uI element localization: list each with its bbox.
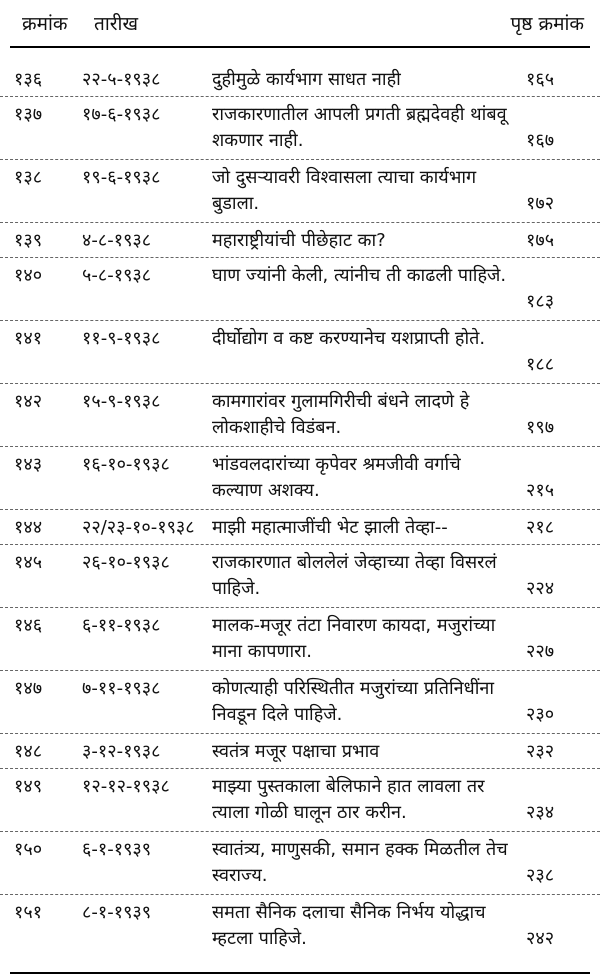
entry-date: ११-९-१९३८ xyxy=(82,328,161,349)
column-header-number: क्रमांक xyxy=(22,13,68,35)
entry-number: १३६ xyxy=(14,69,43,90)
entry-date: १७-६-१९३८ xyxy=(82,104,161,125)
entry-page: १६५ xyxy=(526,69,555,90)
entry-title: मालक-मजूर तंटा निवारण कायदा, मजुरांच्या माना कापणारा. xyxy=(212,615,496,662)
entry-number: १५१ xyxy=(14,902,43,923)
entry-title: समता सैनिक दलाचा सैनिक निर्भय योद्धाच म्हटला पाहिजे. xyxy=(212,902,486,949)
column-header-page: पृष्ठ क्रमांक xyxy=(510,13,584,35)
entry-page: १७२ xyxy=(526,193,555,214)
entry-title: माझ्या पुस्तकाला बेलिफाने हात लावला तर त्याला गोळी घालून ठार करीन. xyxy=(212,776,485,823)
table-row xyxy=(0,832,600,895)
entry-date: १६-१०-१९३८ xyxy=(82,454,170,475)
table-row xyxy=(0,447,600,510)
entry-page: २२७ xyxy=(526,641,555,662)
entry-title: कोणत्याही परिस्थितीत मजुरांच्या प्रतिनिधींना निवडून दिले पाहिजे. xyxy=(212,678,495,725)
table-row xyxy=(0,223,600,258)
entry-number: १३९ xyxy=(14,230,43,251)
entry-number: १३८ xyxy=(14,167,43,188)
entry-title: स्वातंत्र्य, माणुसकी, समान हक्क मिळतील तेच स्वराज्य. xyxy=(212,839,508,886)
table-row xyxy=(0,258,600,321)
entry-page: १८३ xyxy=(526,291,555,312)
entry-title: दुहीमुळे कार्यभाग साधत नाही xyxy=(212,69,401,90)
entry-page: २१५ xyxy=(526,480,555,501)
entry-page: १९७ xyxy=(526,417,555,438)
entry-date: ६-११-१९३८ xyxy=(82,615,161,636)
table-header xyxy=(0,0,600,52)
table-row xyxy=(0,545,600,608)
footer-rule xyxy=(10,972,590,974)
entry-page: २२४ xyxy=(526,578,555,599)
entry-number: १३७ xyxy=(14,104,43,125)
entry-date: ६-१-१९३९ xyxy=(82,839,152,860)
entry-number: १४६ xyxy=(14,615,43,636)
entry-title: कामगारांवर गुलामगिरीची बंधने लादणे हे लोकशाहीचे विडंबन. xyxy=(212,391,470,438)
entry-page: २३४ xyxy=(526,802,555,823)
entry-number: १५० xyxy=(14,839,43,860)
entry-page: १८८ xyxy=(526,354,555,375)
entry-date: ८-१-१९३९ xyxy=(82,902,152,923)
entry-title: महाराष्ट्रीयांची पीछेहाट का? xyxy=(212,230,386,251)
entry-page: २३२ xyxy=(526,741,555,762)
entry-title: भांडवलदारांच्या कृपेवर श्रमजीवी वर्गाचे कल्याण अशक्य. xyxy=(212,454,461,501)
entry-title: माझी महात्माजींची भेट झाली तेव्हा-- xyxy=(212,517,448,538)
entry-number: १४२ xyxy=(14,391,43,412)
entry-date: ३-१२-१९३८ xyxy=(82,741,161,762)
entry-page: २३० xyxy=(526,704,555,725)
entry-title: राजकारणात बोललेलं जेव्हाच्या तेव्हा विसरलं पाहिजे. xyxy=(212,552,497,599)
entry-title: घाण ज्यांनी केली, त्यांनीच ती काढली पाहिजे. xyxy=(212,265,507,286)
table-row xyxy=(0,769,600,832)
table-row xyxy=(0,510,600,545)
table-row xyxy=(0,895,600,957)
entry-date: २२/२३-१०-१९३८ xyxy=(82,517,195,538)
entry-date: २२-५-१९३८ xyxy=(82,69,161,90)
entry-date: ५-८-१९३८ xyxy=(82,265,152,286)
entry-page: १७५ xyxy=(526,230,555,251)
entry-number: १४७ xyxy=(14,678,43,699)
column-header-date: तारीख xyxy=(94,13,138,35)
table-row xyxy=(0,734,600,769)
table-row xyxy=(0,160,600,223)
entry-number: १४० xyxy=(14,265,43,286)
table-row xyxy=(0,608,600,671)
entry-date: १५-९-१९३८ xyxy=(82,391,161,412)
entry-title: स्वतंत्र मजूर पक्षाचा प्रभाव xyxy=(212,741,380,762)
entry-title: राजकारणातील आपली प्रगती ब्रह्मदेवही थांबवू शकणार नाही. xyxy=(212,104,507,151)
entry-date: १९-६-१९३८ xyxy=(82,167,161,188)
entry-number: १४४ xyxy=(14,517,43,538)
entry-title: जो दुसऱ्यावरी विश्वासला त्याचा कार्यभाग बुडाला. xyxy=(212,167,477,214)
entry-date: ७-११-१९३८ xyxy=(82,678,161,699)
entry-number: १४९ xyxy=(14,776,43,797)
entry-page: २४२ xyxy=(526,928,555,949)
table-row xyxy=(0,97,600,160)
table-row xyxy=(0,62,600,97)
entry-number: १४५ xyxy=(14,552,43,573)
header-rule xyxy=(10,46,590,48)
entry-page: १६७ xyxy=(526,130,555,151)
entry-title: दीर्घोद्योग व कष्ट करण्यानेच यशप्राप्ती होते. xyxy=(212,328,486,349)
entry-date: २६-१०-१९३८ xyxy=(82,552,170,573)
entry-page: २३८ xyxy=(526,865,555,886)
table-row xyxy=(0,671,600,734)
entry-date: ४-८-१९३८ xyxy=(82,230,152,251)
table-row xyxy=(0,384,600,447)
entry-number: १४१ xyxy=(14,328,43,349)
contents-table xyxy=(0,62,600,957)
table-row xyxy=(0,321,600,384)
entry-number: १४३ xyxy=(14,454,43,475)
entry-date: १२-१२-१९३८ xyxy=(82,776,170,797)
entry-page: २१८ xyxy=(526,517,555,538)
entry-number: १४८ xyxy=(14,741,43,762)
